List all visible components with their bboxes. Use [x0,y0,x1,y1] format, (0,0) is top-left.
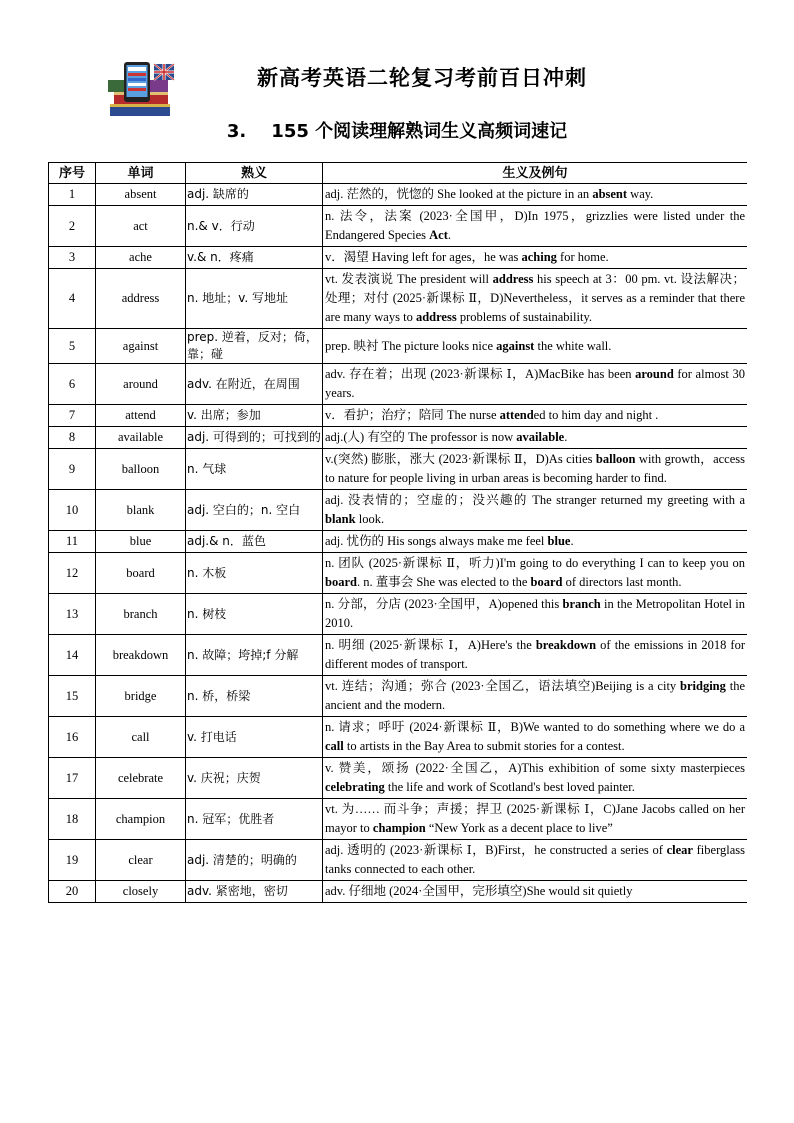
row-number: 15 [49,676,96,717]
row-word: balloon [96,449,186,490]
highlighted-word: available [516,430,565,444]
highlighted-word: Act [429,228,448,242]
example-text: adj.(人) 有空的 The professor is now [325,430,517,444]
example-text: “New York as a decent place to live” [425,821,613,835]
highlighted-word: blue [547,534,571,548]
example-text: adj. 透明的 (2023·新课标 Ⅰ，B)First，he constructed a series of [325,843,667,857]
row-familiar-meaning: n. 气球 [186,449,323,490]
row-word: board [96,553,186,594]
example-text: the ancient and the modern. [325,679,745,712]
example-text: way. [627,187,654,201]
row-familiar-meaning: prep. 逆着，反对；倚，靠；碰 [186,329,323,364]
table-row [49,840,748,881]
table-header-row [49,163,748,184]
table-row [49,364,748,405]
vocabulary-table [48,162,747,903]
row-word: bridge [96,676,186,717]
table-row [49,329,748,364]
row-new-meaning-example [323,881,748,903]
example-text: vt. 发表演说 The president will [325,272,493,286]
row-word: breakdown [96,635,186,676]
highlighted-word: address [492,272,534,286]
example-text: the life and work of Scotland's best loved painter. [384,780,635,794]
table-row [49,717,748,758]
example-text: n. 明细 (2025·新课标 Ⅰ，A)Here's the [325,638,536,652]
row-familiar-meaning: n. 树枝 [186,594,323,635]
table-row [49,799,748,840]
row-familiar-meaning: n. 故障；垮掉;f 分解 [186,635,323,676]
row-word: closely [96,881,186,903]
table-row [49,269,748,329]
row-number: 20 [49,881,96,903]
row-new-meaning-example [323,594,748,635]
row-word: around [96,364,186,405]
row-new-meaning-example [323,676,748,717]
row-new-meaning-example [323,635,748,676]
highlighted-word: board [325,575,357,589]
row-number: 6 [49,364,96,405]
example-text: n. 团队 (2025·新课标 Ⅱ，听力)I'm going to do everything I can to keep you on [325,556,745,570]
row-familiar-meaning: v. 打电话 [186,717,323,758]
row-word: against [96,329,186,364]
row-familiar-meaning: n.& v．行动 [186,206,323,247]
row-new-meaning-example [323,206,748,247]
table-row [49,427,748,449]
example-text: his speech at 3：00 pm. vt. 设法解决；处理；对付 (2025·新课标 Ⅱ，D)Nevertheless，it serves as a reminder that there are many ways to [325,272,745,324]
example-text: v.(突然) 膨胀，涨大 (2023·新课标 Ⅱ，D)As cities [325,452,596,466]
example-text: . [564,430,568,444]
column-header-familiar-meaning: 熟义 [186,163,323,184]
highlighted-word: attend [499,408,534,422]
row-number: 1 [49,184,96,206]
row-familiar-meaning: n. 地址；v. 写地址 [186,269,323,329]
row-new-meaning-example [323,427,748,449]
row-number: 18 [49,799,96,840]
example-text: v．渴望 Having left for ages，he was [325,250,522,264]
row-word: celebrate [96,758,186,799]
row-familiar-meaning: adv. 在附近，在周围 [186,364,323,405]
table-row [49,531,748,553]
example-text: n. 法令，法案 (2023·全国甲，D)In 1975，grizzlies were listed under the Endangered Species [325,209,745,242]
row-familiar-meaning: n. 桥，桥梁 [186,676,323,717]
example-text: n. 请求；呼吁 (2024·新课标 Ⅱ，B)We wanted to do something where we do a [325,720,745,734]
example-text: adj. 没表情的；空虚的；没兴趣的 The stranger returned my greeting with a [325,493,745,507]
row-number: 13 [49,594,96,635]
highlighted-word: address [415,310,457,324]
highlighted-word: clear [666,843,693,857]
example-text: vt. 为…… 而斗争；声援；捍卫 (2025·新课标 Ⅰ，C)Jane Jacobs called on her mayor to [325,802,745,835]
example-text: for almost 30 years. [325,367,745,400]
example-text: look. [355,512,385,526]
example-text: problems of sustainability. [456,310,593,324]
page-title: 新高考英语二轮复习考前百日冲刺 [257,66,587,90]
row-number: 7 [49,405,96,427]
row-familiar-meaning: adj. 清楚的；明确的 [186,840,323,881]
highlighted-word: against [496,338,535,353]
row-number: 16 [49,717,96,758]
row-familiar-meaning: v. 庆祝；庆贺 [186,758,323,799]
highlighted-word: board [530,575,563,589]
example-text: of the emissions in 2018 for different modes of transport. [325,638,745,671]
row-new-meaning-example [323,184,748,206]
table-row [49,594,748,635]
highlighted-word: champion [372,821,426,835]
row-familiar-meaning: n. 冠军；优胜者 [186,799,323,840]
table-row [49,758,748,799]
row-word: address [96,269,186,329]
row-new-meaning-example [323,553,748,594]
table-row [49,676,748,717]
row-new-meaning-example [323,840,748,881]
column-header-number: 序号 [49,163,96,184]
row-number: 10 [49,490,96,531]
highlighted-word: celebrating [325,780,385,794]
example-text: vt. 连结；沟通；弥合 (2023·全国乙，语法填空)Beijing is a city [325,679,681,693]
highlighted-word: balloon [595,452,636,466]
row-new-meaning-example [323,449,748,490]
row-new-meaning-example [323,247,748,269]
highlighted-word: call [325,739,344,753]
row-number: 2 [49,206,96,247]
table-row [49,405,748,427]
example-text: n. 分部，分店 (2023·全国甲，A)opened this [325,597,563,611]
highlighted-word: aching [521,250,557,264]
row-familiar-meaning: adv. 紧密地，密切 [186,881,323,903]
row-new-meaning-example [323,531,748,553]
row-number: 19 [49,840,96,881]
example-text: the white wall. [534,338,612,353]
row-number: 9 [49,449,96,490]
row-word: champion [96,799,186,840]
row-word: absent [96,184,186,206]
row-new-meaning-example [323,269,748,329]
example-text: for home. [556,250,609,264]
row-new-meaning-example [323,490,748,531]
row-number: 4 [49,269,96,329]
table-row [49,553,748,594]
example-text: with growth，access to nature for people living in urban areas is becoming harder to find. [325,452,746,485]
row-new-meaning-example [323,364,748,405]
row-word: attend [96,405,186,427]
example-text: prep. 映衬 The picture looks nice [325,338,497,353]
row-word: clear [96,840,186,881]
example-text: . n. 董事会 She was elected to the [356,575,531,589]
row-familiar-meaning: adj. 缺席的 [186,184,323,206]
row-number: 11 [49,531,96,553]
row-number: 17 [49,758,96,799]
example-text: of directors last month. [562,575,682,589]
highlighted-word: branch [562,597,601,611]
row-number: 3 [49,247,96,269]
row-new-meaning-example [323,405,748,427]
row-familiar-meaning: adj. 空白的；n. 空白 [186,490,323,531]
highlighted-word: bridging [680,679,726,693]
highlighted-word: around [635,367,674,381]
example-text: adj. 忧伤的 His songs always make me feel [325,534,548,548]
row-new-meaning-example [323,329,748,364]
row-new-meaning-example [323,758,748,799]
row-word: available [96,427,186,449]
page-subtitle: 3. 155 个阅读理解熟词生义高频词速记 [226,121,568,142]
column-header-new-meaning: 生义及例句 [323,163,748,184]
row-new-meaning-example [323,717,748,758]
row-number: 5 [49,329,96,364]
table-row [49,449,748,490]
example-text: . [570,534,574,548]
row-new-meaning-example [323,799,748,840]
example-text: fiberglass tanks connected to each other. [325,843,746,876]
table-row [49,635,748,676]
highlighted-word: blank [325,512,356,526]
row-number: 8 [49,427,96,449]
example-text: v. 赞美，颂扬 (2022·全国乙，A)This exhibition of some sixty masterpieces [325,761,745,775]
column-header-word: 单词 [96,163,186,184]
table-row [49,206,748,247]
example-text: v．看护；治疗；陪同 The nurse [325,408,500,422]
row-familiar-meaning: v. 出席；参加 [186,405,323,427]
table-row [49,490,748,531]
example-text: ed to him day and night . [533,408,659,422]
example-text: . [447,228,452,242]
row-word: blue [96,531,186,553]
row-word: branch [96,594,186,635]
highlighted-word: breakdown [535,638,597,652]
example-text: to artists in the Bay Area to submit stories for a contest. [343,739,625,753]
row-number: 14 [49,635,96,676]
example-text: adj. 茫然的，恍惚的 She looked at the picture in an [325,187,593,201]
example-text: in the Metropolitan Hotel in 2010. [325,597,745,630]
table-row [49,881,748,903]
example-text: adv. 仔细地 (2024·全国甲，完形填空)She would sit quietly [325,884,633,898]
row-word: blank [96,490,186,531]
row-word: act [96,206,186,247]
row-familiar-meaning: adj. 可得到的；可找到的 [186,427,323,449]
row-word: call [96,717,186,758]
table-row [49,247,748,269]
highlighted-word: absent [592,187,628,201]
row-number: 12 [49,553,96,594]
vocabulary-table-container [48,162,747,1057]
row-familiar-meaning: adj.& n．蓝色 [186,531,323,553]
example-text: adv. 存在着；出现 (2023·新课标 Ⅰ，A)MacBike has been [325,367,636,381]
row-familiar-meaning: v.& n．疼痛 [186,247,323,269]
row-word: ache [96,247,186,269]
row-familiar-meaning: n. 木板 [186,553,323,594]
table-row [49,184,748,206]
